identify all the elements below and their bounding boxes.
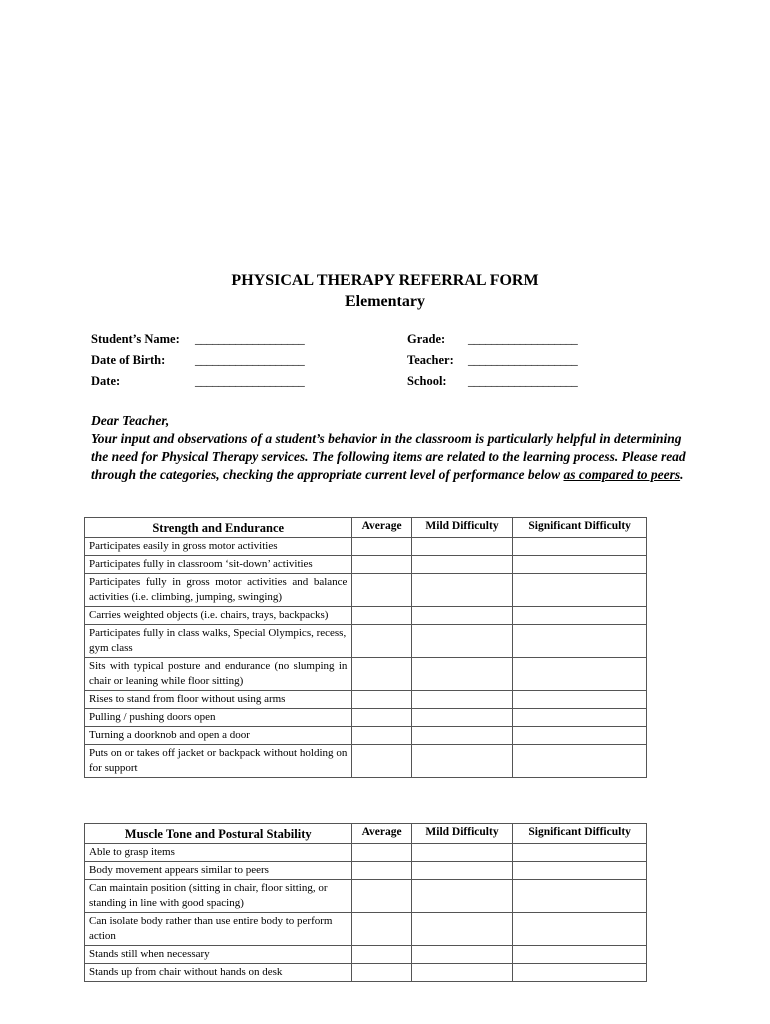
section-heading: Muscle Tone and Postural Stability bbox=[85, 824, 352, 844]
average-checkbox-cell[interactable] bbox=[352, 745, 411, 778]
significant-difficulty-column-header: Significant Difficulty bbox=[513, 824, 647, 844]
mild-checkbox-cell[interactable] bbox=[411, 862, 513, 880]
table-row bbox=[85, 607, 647, 625]
average-column-header: Average bbox=[352, 518, 411, 538]
average-checkbox-cell[interactable] bbox=[352, 625, 411, 658]
significant-checkbox-cell[interactable] bbox=[513, 862, 647, 880]
table-row bbox=[85, 574, 647, 607]
mild-difficulty-column-header: Mild Difficulty bbox=[411, 824, 513, 844]
item-label: Participates easily in gross motor activities bbox=[85, 538, 352, 556]
school-field[interactable]: ___________________ bbox=[468, 374, 578, 388]
mild-checkbox-cell[interactable] bbox=[411, 880, 513, 913]
item-label: Able to grasp items bbox=[85, 844, 352, 862]
table-row bbox=[85, 913, 647, 946]
mild-checkbox-cell[interactable] bbox=[411, 607, 513, 625]
item-label: Can isolate body rather than use entire body to perform action bbox=[85, 913, 352, 946]
significant-checkbox-cell[interactable] bbox=[513, 880, 647, 913]
date-of-birth-label: Date of Birth: bbox=[91, 353, 166, 367]
item-label: Pulling / pushing doors open bbox=[85, 709, 352, 727]
letter-text bbox=[91, 412, 691, 484]
average-checkbox-cell[interactable] bbox=[352, 844, 411, 862]
item-label: Stands up from chair without hands on desk bbox=[85, 964, 352, 982]
date-of-birth-field[interactable]: ___________________ bbox=[195, 353, 305, 367]
muscle-tone-table bbox=[84, 823, 647, 982]
item-label: Participates fully in classroom ‘sit-down’ activities bbox=[85, 556, 352, 574]
significant-checkbox-cell[interactable] bbox=[513, 556, 647, 574]
significant-checkbox-cell[interactable] bbox=[513, 745, 647, 778]
strength-endurance-table bbox=[84, 517, 647, 778]
item-label: Puts on or takes off jacket or backpack without holding on for support bbox=[85, 745, 352, 778]
student-name-label: Student’s Name: bbox=[91, 332, 180, 346]
significant-checkbox-cell[interactable] bbox=[513, 709, 647, 727]
date-field[interactable]: ___________________ bbox=[195, 374, 305, 388]
average-checkbox-cell[interactable] bbox=[352, 574, 411, 607]
item-label: Rises to stand from floor without using arms bbox=[85, 691, 352, 709]
average-checkbox-cell[interactable] bbox=[352, 862, 411, 880]
date-label: Date: bbox=[91, 374, 121, 388]
table-row bbox=[85, 727, 647, 745]
average-checkbox-cell[interactable] bbox=[352, 691, 411, 709]
table-row bbox=[85, 625, 647, 658]
table-row bbox=[85, 556, 647, 574]
item-label: Participates fully in class walks, Special Olympics, recess, gym class bbox=[85, 625, 352, 658]
item-label: Stands still when necessary bbox=[85, 946, 352, 964]
mild-checkbox-cell[interactable] bbox=[411, 727, 513, 745]
mild-checkbox-cell[interactable] bbox=[411, 745, 513, 778]
letter-body bbox=[91, 430, 691, 484]
average-column-header: Average bbox=[352, 824, 411, 844]
mild-checkbox-cell[interactable] bbox=[411, 625, 513, 658]
significant-checkbox-cell[interactable] bbox=[513, 844, 647, 862]
table-row bbox=[85, 745, 647, 778]
table-row bbox=[85, 709, 647, 727]
item-label: Sits with typical posture and endurance (no slumping in chair or leaning while floor sitting) bbox=[85, 658, 352, 691]
mild-checkbox-cell[interactable] bbox=[411, 556, 513, 574]
significant-checkbox-cell[interactable] bbox=[513, 538, 647, 556]
table-row bbox=[85, 658, 647, 691]
average-checkbox-cell[interactable] bbox=[352, 946, 411, 964]
table-row bbox=[85, 964, 647, 982]
significant-checkbox-cell[interactable] bbox=[513, 964, 647, 982]
item-label: Carries weighted objects (i.e. chairs, trays, backpacks) bbox=[85, 607, 352, 625]
average-checkbox-cell[interactable] bbox=[352, 964, 411, 982]
significant-checkbox-cell[interactable] bbox=[513, 946, 647, 964]
table-row bbox=[85, 946, 647, 964]
significant-checkbox-cell[interactable] bbox=[513, 691, 647, 709]
mild-checkbox-cell[interactable] bbox=[411, 844, 513, 862]
table-header-row bbox=[85, 824, 647, 844]
grade-label: Grade: bbox=[407, 332, 446, 346]
mild-checkbox-cell[interactable] bbox=[411, 946, 513, 964]
form-title: PHYSICAL THERAPY REFERRAL FORM bbox=[231, 272, 539, 289]
item-label: Participates fully in gross motor activities and balance activities (i.e. climbing, jumping, swinging) bbox=[85, 574, 352, 607]
average-checkbox-cell[interactable] bbox=[352, 913, 411, 946]
average-checkbox-cell[interactable] bbox=[352, 658, 411, 691]
average-checkbox-cell[interactable] bbox=[352, 880, 411, 913]
mild-checkbox-cell[interactable] bbox=[411, 691, 513, 709]
letter-emphasis: as compared to peers bbox=[563, 467, 681, 482]
significant-difficulty-column-header: Significant Difficulty bbox=[513, 518, 647, 538]
significant-checkbox-cell[interactable] bbox=[513, 658, 647, 691]
significant-checkbox-cell[interactable] bbox=[513, 607, 647, 625]
table-row bbox=[85, 862, 647, 880]
teacher-field[interactable]: ___________________ bbox=[468, 353, 578, 367]
significant-checkbox-cell[interactable] bbox=[513, 913, 647, 946]
letter-greeting: Dear Teacher, bbox=[91, 413, 170, 428]
average-checkbox-cell[interactable] bbox=[352, 556, 411, 574]
mild-checkbox-cell[interactable] bbox=[411, 658, 513, 691]
letter-end: . bbox=[680, 467, 684, 482]
table-header-row bbox=[85, 518, 647, 538]
section-heading: Strength and Endurance bbox=[85, 518, 352, 538]
mild-difficulty-column-header: Mild Difficulty bbox=[411, 518, 513, 538]
table-row bbox=[85, 880, 647, 913]
significant-checkbox-cell[interactable] bbox=[513, 625, 647, 658]
average-checkbox-cell[interactable] bbox=[352, 538, 411, 556]
teacher-label: Teacher: bbox=[407, 353, 454, 367]
mild-checkbox-cell[interactable] bbox=[411, 709, 513, 727]
item-label: Turning a doorknob and open a door bbox=[85, 727, 352, 745]
mild-checkbox-cell[interactable] bbox=[411, 913, 513, 946]
item-label: Can maintain position (sitting in chair, floor sitting, or standing in line with good spacing) bbox=[85, 880, 352, 913]
mild-checkbox-cell[interactable] bbox=[411, 964, 513, 982]
average-checkbox-cell[interactable] bbox=[352, 709, 411, 727]
student-name-field[interactable]: ___________________ bbox=[195, 332, 305, 346]
table-row bbox=[85, 691, 647, 709]
average-checkbox-cell[interactable] bbox=[352, 727, 411, 745]
significant-checkbox-cell[interactable] bbox=[513, 574, 647, 607]
mild-checkbox-cell[interactable] bbox=[411, 538, 513, 556]
significant-checkbox-cell[interactable] bbox=[513, 727, 647, 745]
table-row bbox=[85, 844, 647, 862]
item-label: Body movement appears similar to peers bbox=[85, 862, 352, 880]
school-label: School: bbox=[407, 374, 447, 388]
average-checkbox-cell[interactable] bbox=[352, 607, 411, 625]
mild-checkbox-cell[interactable] bbox=[411, 574, 513, 607]
table-row bbox=[85, 538, 647, 556]
grade-field[interactable]: ___________________ bbox=[468, 332, 578, 346]
form-subtitle: Elementary bbox=[345, 293, 425, 310]
letter-body-text: Your input and observations of a student’s behavior in the classroom is particularly helpful in determining the need for Physical Therapy services. The following items are related to the learning process. Please read through the categories, checking the appropriate current level of performance below bbox=[91, 431, 686, 482]
